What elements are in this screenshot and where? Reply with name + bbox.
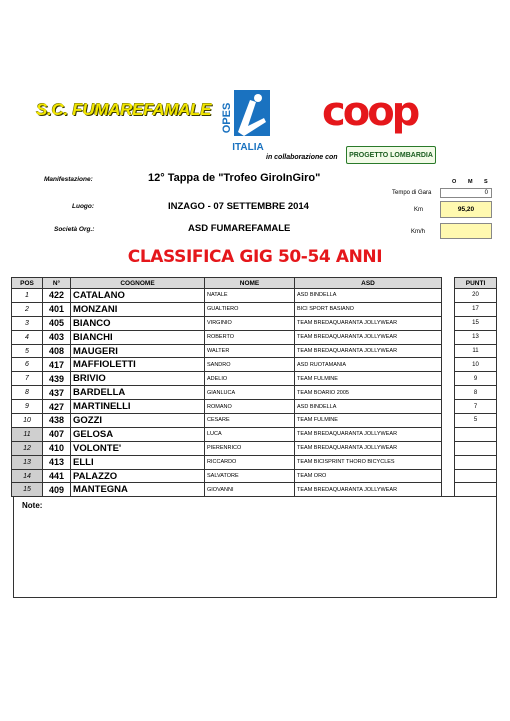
col-header-cognome: COGNOME <box>71 278 205 289</box>
table-row <box>12 400 442 414</box>
cell-cognome: BARDELLA <box>71 386 205 400</box>
oms-seconds: S <box>484 179 488 185</box>
col-header-num: N° <box>43 278 71 289</box>
cell-pos: 13 <box>12 455 43 469</box>
cell-asd: TEAM ORO <box>295 469 442 483</box>
cell-num: 422 <box>43 289 71 303</box>
cell-nome: CESARE <box>205 414 295 428</box>
classifica-title: CLASSIFICA GIG 50-54 ANNI <box>127 247 383 267</box>
cell-cognome: CATALANO <box>71 289 205 303</box>
cell-asd: TEAM BREDAQUARANTA JOLLYWEAR <box>295 330 442 344</box>
opes-italia-logo <box>221 88 272 156</box>
note-label: Note: <box>22 501 43 510</box>
punti-table <box>454 277 497 497</box>
cell-nome: ROBERTO <box>205 330 295 344</box>
cell-nome: GUALTIERO <box>205 302 295 316</box>
cell-asd: TEAM BICISPRINT THORO BICYCLES <box>295 455 442 469</box>
cell-punti: 8 <box>455 386 497 400</box>
cell-nome: GIANLUCA <box>205 386 295 400</box>
cell-cognome: GOZZI <box>71 414 205 428</box>
punti-row <box>455 344 497 358</box>
cell-nome: LUCA <box>205 427 295 441</box>
manifestazione-label: Manifestazione: <box>44 176 93 183</box>
cell-cognome: BIANCO <box>71 316 205 330</box>
punti-row <box>455 316 497 330</box>
cell-pos: 8 <box>12 386 43 400</box>
punti-row <box>455 414 497 428</box>
cell-nome: RICCARDO <box>205 455 295 469</box>
cell-punti: 13 <box>455 330 497 344</box>
table-row <box>12 455 442 469</box>
coop-logo: coop <box>322 89 418 135</box>
table-row <box>12 441 442 455</box>
cell-num: 427 <box>43 400 71 414</box>
punti-row <box>455 386 497 400</box>
cell-cognome: VOLONTE' <box>71 441 205 455</box>
cell-num: 441 <box>43 469 71 483</box>
cell-nome: GIOVANNI <box>205 483 295 497</box>
kmh-label: Km/h <box>411 229 426 235</box>
cell-punti <box>455 427 497 441</box>
col-header-nome: NOME <box>205 278 295 289</box>
club-logo-text: S.C. FUMAREFAMALE <box>36 100 212 119</box>
km-label: Km <box>414 207 423 213</box>
cell-num: 405 <box>43 316 71 330</box>
cell-num: 413 <box>43 455 71 469</box>
cell-pos: 1 <box>12 289 43 303</box>
punti-row <box>455 330 497 344</box>
cell-cognome: MANTEGNA <box>71 483 205 497</box>
cell-pos: 9 <box>12 400 43 414</box>
cell-asd: TEAM BOARIO 2005 <box>295 386 442 400</box>
cell-nome: ROMANO <box>205 400 295 414</box>
table-row <box>12 330 442 344</box>
cell-cognome: GELOSA <box>71 427 205 441</box>
societa-label: Società Org.: <box>54 226 95 233</box>
svg-text:OPES: OPES <box>221 102 233 134</box>
cell-nome: WALTER <box>205 344 295 358</box>
cell-num: 407 <box>43 427 71 441</box>
oms-minutes: M <box>468 179 473 185</box>
cell-punti: 15 <box>455 316 497 330</box>
punti-row <box>455 302 497 316</box>
col-header-punti: PUNTI <box>455 278 497 289</box>
cell-pos: 15 <box>12 483 43 497</box>
punti-row <box>455 455 497 469</box>
collaboration-text: in collaborazione con <box>266 154 338 161</box>
cell-punti: 9 <box>455 372 497 386</box>
cell-pos: 5 <box>12 344 43 358</box>
cell-cognome: MARTINELLI <box>71 400 205 414</box>
svg-text:ITALIA: ITALIA <box>232 142 264 153</box>
table-row <box>12 427 442 441</box>
table-row <box>12 372 442 386</box>
manifestazione-value: 12° Tappa de "Trofeo GiroInGiro" <box>148 172 321 184</box>
cell-punti <box>455 483 497 497</box>
cell-cognome: BIANCHI <box>71 330 205 344</box>
cell-pos: 10 <box>12 414 43 428</box>
cell-cognome: PALAZZO <box>71 469 205 483</box>
cell-num: 401 <box>43 302 71 316</box>
cell-cognome: ELLI <box>71 455 205 469</box>
luogo-value: INZAGO - 07 SETTEMBRE 2014 <box>168 201 309 212</box>
table-row <box>12 469 442 483</box>
progetto-lombardia-logo: PROGETTO LOMBARDIA <box>346 146 436 164</box>
cell-punti: 5 <box>455 414 497 428</box>
cell-num: 403 <box>43 330 71 344</box>
table-row <box>12 386 442 400</box>
cell-cognome: BRIVIO <box>71 372 205 386</box>
tempo-label: Tempo di Gara <box>392 190 432 196</box>
cell-nome: SANDRO <box>205 358 295 372</box>
cell-nome: ADELIO <box>205 372 295 386</box>
punti-row <box>455 427 497 441</box>
table-row <box>12 483 442 497</box>
cell-num: 437 <box>43 386 71 400</box>
cell-asd: TEAM BREDAQUARANTA JOLLYWEAR <box>295 441 442 455</box>
cell-num: 438 <box>43 414 71 428</box>
cell-cognome: MONZANI <box>71 302 205 316</box>
cell-cognome: MAUGERI <box>71 344 205 358</box>
punti-row <box>455 358 497 372</box>
cell-asd: ASD BINDELLA <box>295 400 442 414</box>
cell-num: 439 <box>43 372 71 386</box>
punti-row <box>455 289 497 303</box>
punti-row <box>455 372 497 386</box>
cell-asd: TEAM BREDAQUARANTA JOLLYWEAR <box>295 316 442 330</box>
cell-punti: 10 <box>455 358 497 372</box>
cell-punti <box>455 455 497 469</box>
cell-num: 408 <box>43 344 71 358</box>
note-box <box>13 496 497 598</box>
cell-pos: 6 <box>12 358 43 372</box>
tempo-value: 0 <box>440 188 492 198</box>
cell-asd: TEAM BREDAQUARANTA JOLLYWEAR <box>295 427 442 441</box>
cell-asd: TEAM BREDAQUARANTA JOLLYWEAR <box>295 344 442 358</box>
cell-nome: SALVATORE <box>205 469 295 483</box>
col-header-pos: POS <box>12 278 43 289</box>
table-row <box>12 289 442 303</box>
table-row <box>12 302 442 316</box>
cell-nome: VIRGINIO <box>205 316 295 330</box>
punti-row <box>455 400 497 414</box>
cell-asd: TEAM BREDAQUARANTA JOLLYWEAR <box>295 483 442 497</box>
punti-row <box>455 483 497 497</box>
cell-punti: 17 <box>455 302 497 316</box>
classification-table <box>11 277 442 497</box>
table-row <box>12 414 442 428</box>
cell-nome: PIERENRICO <box>205 441 295 455</box>
cell-num: 410 <box>43 441 71 455</box>
cell-punti: 20 <box>455 289 497 303</box>
societa-value: ASD FUMAREFAMALE <box>188 223 291 234</box>
cell-asd: ASD BINDELLA <box>295 289 442 303</box>
cell-asd: TEAM FULMINE <box>295 372 442 386</box>
km-value: 95,20 <box>440 201 492 218</box>
cell-pos: 4 <box>12 330 43 344</box>
cell-punti: 11 <box>455 344 497 358</box>
cell-cognome: MAFFIOLETTI <box>71 358 205 372</box>
cell-pos: 11 <box>12 427 43 441</box>
kmh-value-box <box>440 223 492 239</box>
cell-pos: 3 <box>12 316 43 330</box>
cell-num: 409 <box>43 483 71 497</box>
cell-asd: TEAM FULMINE <box>295 414 442 428</box>
cell-nome: NATALE <box>205 289 295 303</box>
cell-asd: ASD RUOTAMANIA <box>295 358 442 372</box>
cell-punti: 7 <box>455 400 497 414</box>
punti-row <box>455 441 497 455</box>
cell-num: 417 <box>43 358 71 372</box>
cell-asd: BICI SPORT BASIANO <box>295 302 442 316</box>
table-row <box>12 358 442 372</box>
table-row <box>12 316 442 330</box>
punti-row <box>455 469 497 483</box>
luogo-label: Luogo: <box>72 203 95 210</box>
cell-pos: 14 <box>12 469 43 483</box>
col-header-asd: ASD <box>295 278 442 289</box>
table-header-row <box>12 278 442 289</box>
cell-punti <box>455 441 497 455</box>
punti-header-row <box>455 278 497 289</box>
table-row <box>12 344 442 358</box>
cell-punti <box>455 469 497 483</box>
oms-hours: O <box>452 179 457 185</box>
cell-pos: 7 <box>12 372 43 386</box>
cell-pos: 12 <box>12 441 43 455</box>
cell-pos: 2 <box>12 302 43 316</box>
